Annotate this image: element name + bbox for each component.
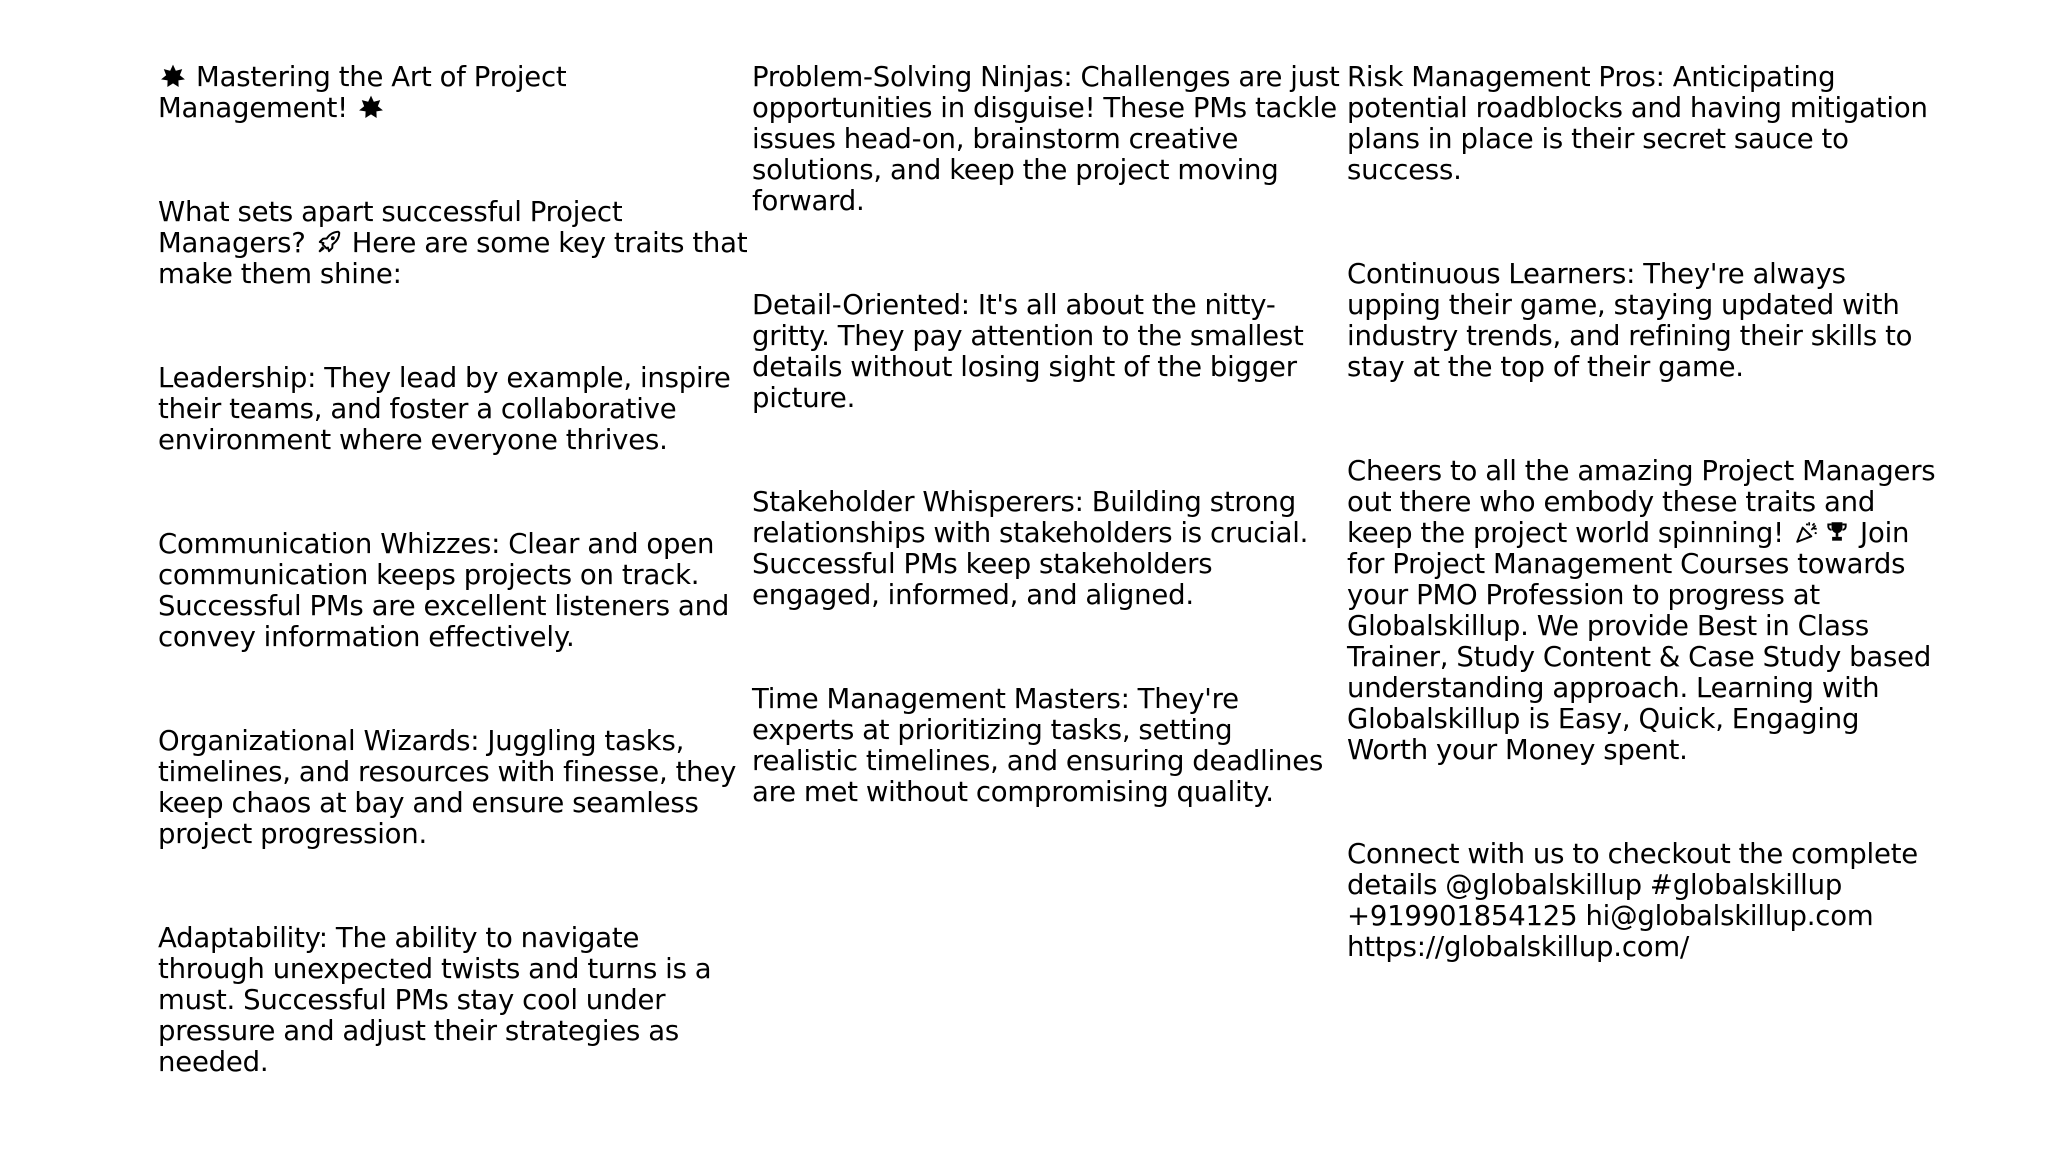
column-1	[158, 62, 748, 1078]
party-popper-icon	[1792, 519, 1822, 545]
trait-paragraph: Time Management Masters: They're experts at prioritizing tasks, setting realistic timelines, and ensuring deadlines are met without compromising quality.	[752, 683, 1324, 808]
trait-paragraph: Stakeholder Whisperers: Building strong relationships with stakeholders is crucial. Successful PMs keep stakeholders engaged, informed, and aligned.	[752, 486, 1309, 611]
rocket-icon	[314, 229, 344, 255]
trait-paragraph: Communication Whizzes: Clear and open communication keeps projects on track. Successful PMs are excellent listeners and convey information effectively.	[158, 528, 730, 653]
cheers-rest-text: Join for Project Management Courses towards your PMO Profession to progress at Globalskillup. We provide Best in Class Trainer, Study Content & Case Study based understanding approach. Learning with Globalskillup is Easy, Quick, Engaging Worth your Money spent.	[1347, 517, 1932, 766]
intro-paragraph	[158, 197, 748, 290]
star-icon	[356, 94, 386, 120]
trophy-icon	[1822, 519, 1852, 545]
post-title-text: Mastering the Art of Project Management!	[158, 61, 567, 124]
intro-text: What sets apart successful Project Managers?	[158, 196, 623, 259]
trait-paragraph: Problem-Solving Ninjas: Challenges are just opportunities in disguise! These PMs tackle issues head-on, brainstorm creative solutions, and keep the project moving forward.	[752, 61, 1340, 217]
intro-rest-text: Here are some key traits that make them shine:	[158, 227, 748, 290]
trait-paragraph: Risk Management Pros: Anticipating potential roadblocks and having mitigation plans in place is their secret sauce to success.	[1347, 61, 1928, 186]
trait-paragraph: Organizational Wizards: Juggling tasks, timelines, and resources with finesse, they keep chaos at bay and ensure seamless project progression.	[158, 725, 737, 850]
post-title	[158, 62, 748, 124]
trait-paragraph: Detail-Oriented: It's all about the nitty-gritty. They pay attention to the smallest details without losing sight of the bigger picture.	[752, 289, 1304, 414]
cheers-paragraph	[1347, 456, 1937, 766]
column-3	[1347, 62, 1937, 963]
trait-paragraph: Adaptability: The ability to navigate through unexpected twists and turns is a must. Successful PMs stay cool under pressure and adjust their strategies as needed.	[158, 922, 712, 1078]
trait-paragraph: Continuous Learners: They're always upping their game, staying updated with industry trends, and refining their skills to stay at the top of their game.	[1347, 258, 1913, 383]
column-2	[752, 62, 1342, 808]
connect-paragraph: Connect with us to checkout the complete details @globalskillup #globalskillup +919901854125 hi@globalskillup.com https://globalskillup.com/	[1347, 838, 1919, 963]
cheers-text: Cheers to all the amazing Project Managers out there who embody these traits and keep the project world spinning!	[1347, 455, 1936, 549]
trait-paragraph: Leadership: They lead by example, inspire their teams, and foster a collaborative environment where everyone thrives.	[158, 362, 731, 456]
star-icon	[158, 63, 188, 89]
